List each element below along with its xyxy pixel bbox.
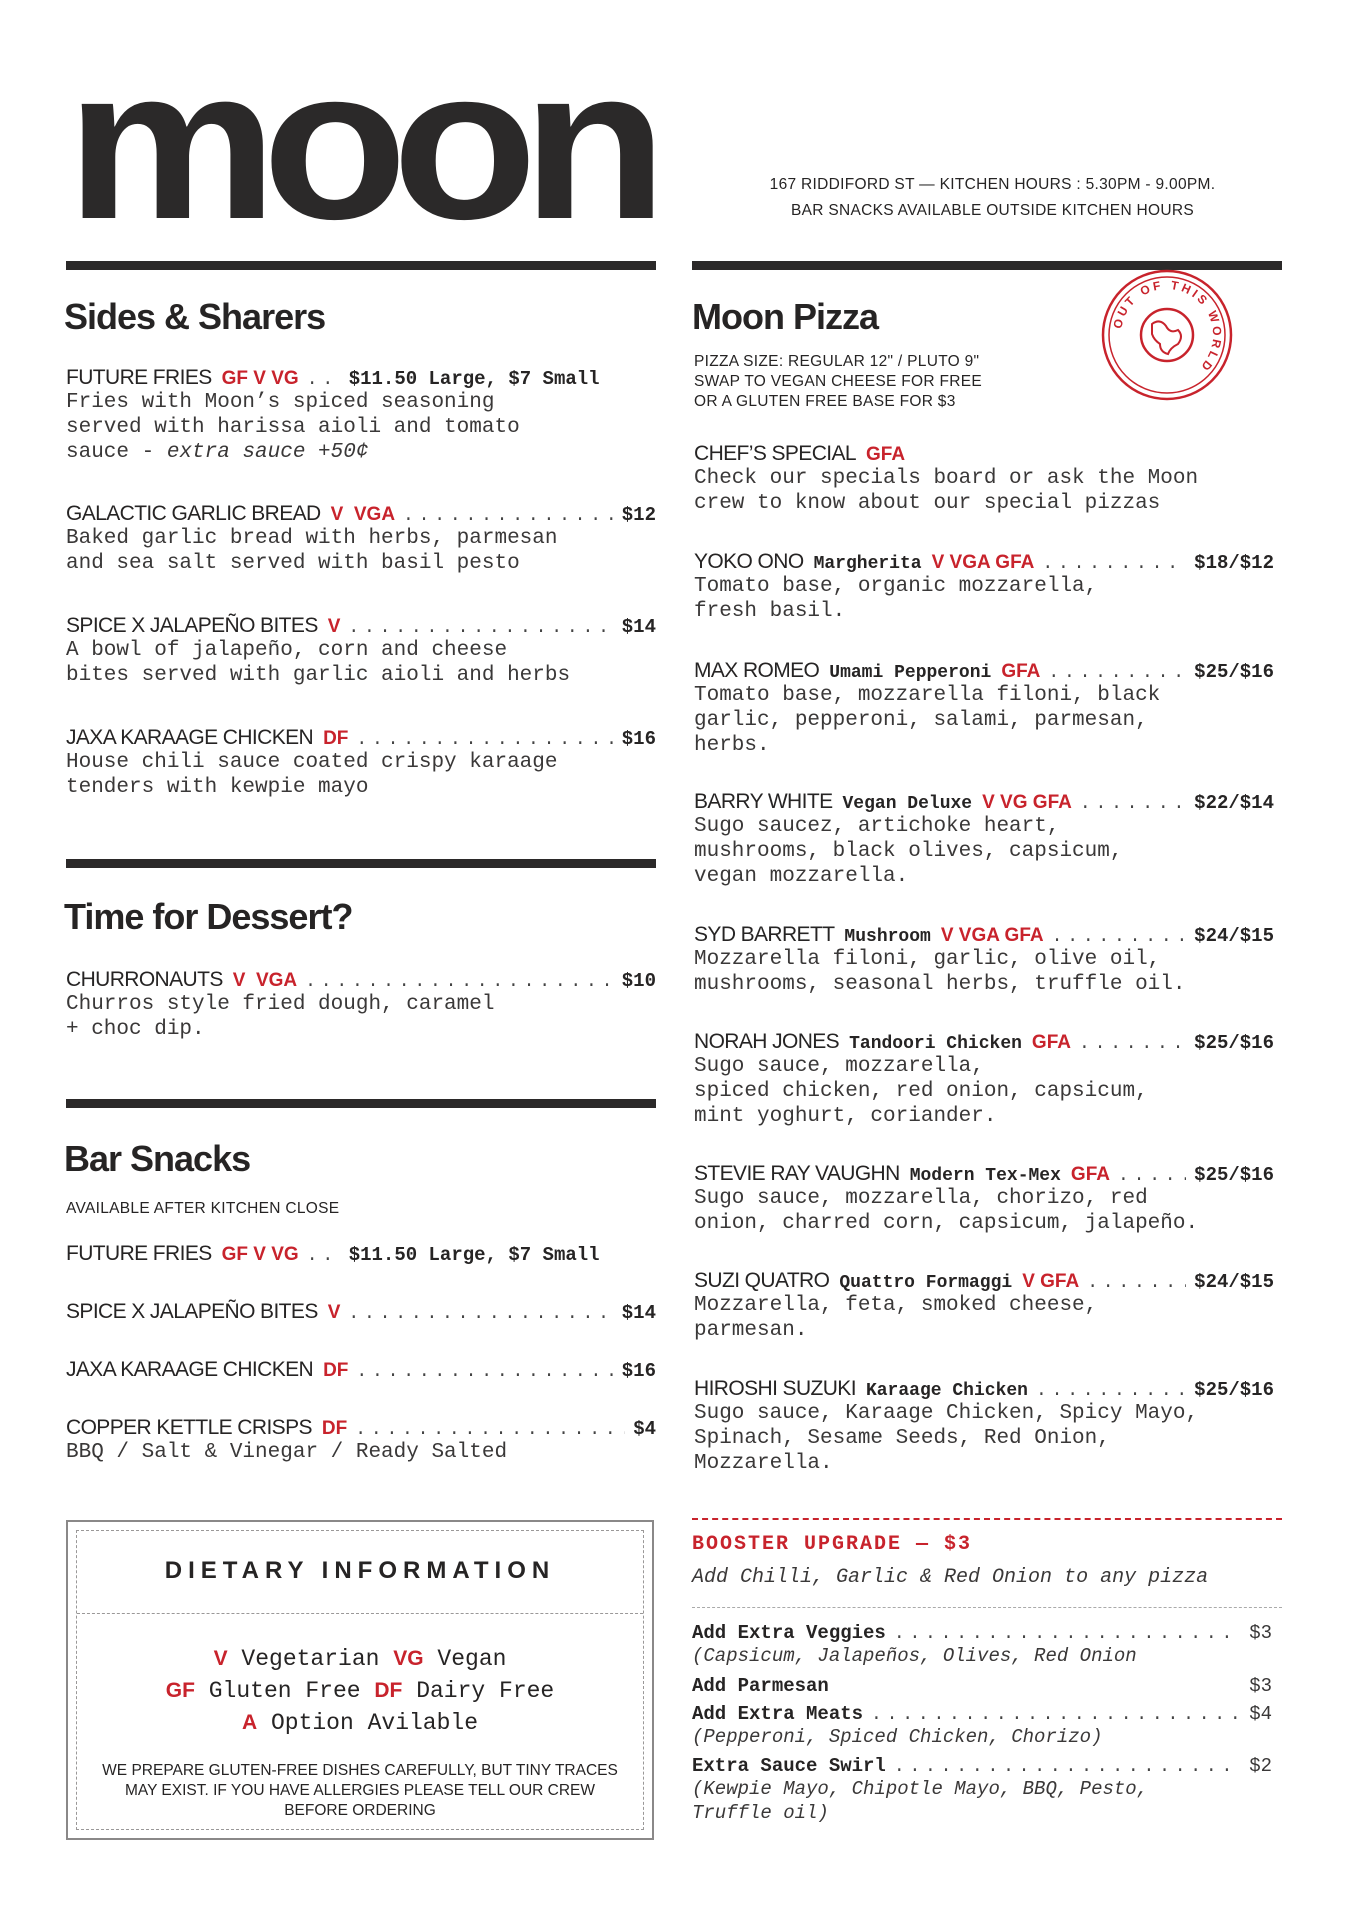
- item-price: $24/$15: [1194, 925, 1274, 947]
- extra-name: Extra Sauce Swirl: [692, 1755, 886, 1777]
- item-name: STEVIE RAY VAUGHN: [694, 1162, 900, 1185]
- diet-tags: V: [327, 616, 341, 637]
- booster-description: Add Chilli, Garlic & Red Onion to any pizza: [692, 1566, 1209, 1589]
- legend-row: GF Gluten Free DF Dairy Free: [165, 1678, 555, 1704]
- pizza-norah-jones: [694, 1030, 1274, 1129]
- pizza-variety: Modern Tex-Mex: [909, 1166, 1061, 1186]
- diet-tags: V VGA: [232, 970, 298, 991]
- pizza-info: PIZZA SIZE: REGULAR 12" / PLUTO 9" SWAP TO VEGAN CHEESE FOR FREE OR A GLUTEN FREE BASE FOR $3: [694, 353, 983, 410]
- svg-text:moon: moon: [66, 60, 654, 240]
- item-description: Mozzarella filoni, garlic, olive oil, mushrooms, seasonal herbs, truffle oil.: [694, 948, 1186, 996]
- extra-price: $2: [1249, 1755, 1272, 1777]
- item-price: $18/$12: [1194, 552, 1274, 574]
- diet-tags: V GFA: [1022, 1271, 1080, 1292]
- extra-options: (Capsicum, Jalapeños, Olives, Red Onion: [692, 1645, 1137, 1667]
- pizza-variety: Tandoori Chicken: [849, 1034, 1022, 1054]
- leader-dots: [348, 618, 613, 638]
- menu-item-future-fries: [66, 366, 656, 465]
- pizza-stevie-ray-vaughn: [694, 1162, 1274, 1236]
- menu-item-jalapeno-bites: [66, 614, 656, 688]
- pizza-hiroshi-suzuki: [694, 1377, 1274, 1476]
- booster-title: BOOSTER UPGRADE — $3: [692, 1533, 973, 1556]
- item-price: $25/$16: [1194, 1164, 1274, 1186]
- rule-dessert: [66, 859, 656, 868]
- item-price: $25/$16: [1194, 1379, 1274, 1401]
- rule-left-top: [66, 261, 656, 270]
- item-name: JAXA KARAAGE CHICKEN: [66, 1358, 314, 1381]
- item-description: Sugo sauce, mozzarella, spiced chicken, red onion, capsicum, mint yoghurt, coriander.: [694, 1055, 1148, 1128]
- address-info: [700, 172, 1285, 224]
- diet-tags: GF V VG: [221, 1244, 299, 1265]
- diet-tags: V VGA: [330, 504, 396, 525]
- extra-name: Add Parmesan: [692, 1675, 829, 1697]
- item-name: FUTURE FRIES: [66, 1242, 212, 1265]
- item-description: Tomato base, mozzarella filoni, black garlic, pepperoni, salami, parmesan, herbs.: [694, 684, 1161, 757]
- item-price: $12: [621, 504, 656, 526]
- item-name: JAXA KARAAGE CHICKEN: [66, 726, 314, 749]
- leader-dots: [307, 1246, 341, 1266]
- extra-meats: [692, 1703, 1272, 1749]
- item-name: COPPER KETTLE CRISPS: [66, 1416, 312, 1439]
- item-name: SUZI QUATRO: [694, 1269, 830, 1292]
- diet-tags: DF: [321, 1418, 348, 1439]
- leader-dots: [1036, 1381, 1186, 1401]
- item-price: $14: [621, 1302, 656, 1324]
- pizza-variety: Margherita: [813, 554, 922, 574]
- leader-dots: [1042, 554, 1186, 574]
- pizza-variety: Karaage Chicken: [865, 1381, 1028, 1401]
- leader-dots: [1080, 794, 1186, 814]
- leader-dots: [355, 1420, 625, 1440]
- item-name: MAX ROMEO: [694, 659, 820, 682]
- pizza-suzi-quatro: [694, 1269, 1274, 1343]
- item-name: SPICE X JALAPEÑO BITES: [66, 1300, 318, 1323]
- extra-price: $3: [1249, 1675, 1272, 1697]
- extra-options: (Pepperoni, Spiced Chicken, Chorizo): [692, 1726, 1103, 1748]
- item-name: CHEF’S SPECIAL: [694, 442, 856, 465]
- out-of-this-world-stamp-icon: [1100, 268, 1234, 402]
- bar-item-future-fries: [66, 1242, 656, 1266]
- diet-tags: GFA: [1070, 1164, 1110, 1185]
- item-description: Baked garlic bread with herbs, parmesan and sea salt served with basil pesto: [66, 527, 558, 575]
- item-name: SYD BARRETT: [694, 923, 835, 946]
- item-price: $4: [633, 1418, 656, 1440]
- rule-bar: [66, 1099, 656, 1108]
- sides-title: Sides & Sharers: [64, 296, 326, 337]
- diet-tags: V VG GFA: [982, 792, 1072, 813]
- item-name: YOKO ONO: [694, 550, 804, 573]
- dietary-legend: [77, 1643, 643, 1739]
- menu-item-churronauts: [66, 968, 656, 1042]
- allergy-note: WE PREPARE GLUTEN-FREE DISHES CAREFULLY, BUT TINY TRACES MAY EXIST. IF YOU HAVE ALLERGIES PLEASE TELL OUR CREW BEFORE ORDERING: [102, 1762, 618, 1819]
- item-description: Sugo saucez, artichoke heart, mushrooms, black olives, capsicum, vegan mozzarella.: [694, 815, 1123, 888]
- diet-tags: DF: [323, 1360, 349, 1381]
- item-name: CHURRONAUTS: [66, 968, 223, 991]
- item-price: $16: [621, 728, 656, 750]
- item-description: House chili sauce coated crispy karaage tenders with kewpie mayo: [66, 751, 558, 799]
- leader-dots: [1048, 663, 1186, 683]
- extra-parmesan: [692, 1675, 1272, 1697]
- dietary-divider: [77, 1613, 643, 1614]
- leader-dots: [403, 506, 614, 526]
- pizza-variety: Quattro Formaggi: [839, 1273, 1013, 1293]
- extra-veggies: [692, 1622, 1272, 1668]
- item-description: Check our specials board or ask the Moon crew to know about our special pizzas: [694, 467, 1199, 515]
- pizza-title: Moon Pizza: [692, 296, 878, 337]
- item-price: $22/$14: [1194, 792, 1274, 814]
- diet-tags: V: [327, 1302, 341, 1323]
- item-name: NORAH JONES: [694, 1030, 840, 1053]
- leader-dots: [356, 1362, 613, 1382]
- item-price: $25/$16: [1194, 661, 1274, 683]
- extra-price: $3: [1249, 1622, 1272, 1644]
- dietary-inner-frame: [76, 1530, 644, 1830]
- menu-item-garlic-bread: [66, 502, 656, 576]
- item-price: $16: [621, 1360, 656, 1382]
- diet-tags: V VGA GFA: [940, 925, 1044, 946]
- item-description: BBQ / Salt & Vinegar / Ready Salted: [66, 1441, 508, 1464]
- leader-dots: [356, 730, 613, 750]
- item-name: GALACTIC GARLIC BREAD: [66, 502, 321, 525]
- pizza-variety: Umami Pepperoni: [829, 663, 992, 683]
- item-description: Fries with Moon’s spiced seasoning served with harissa aioli and tomato sauce - extra sauce +50¢: [66, 391, 520, 464]
- pizza-chefs-special: [694, 442, 1274, 516]
- leader-dots: [871, 1705, 1241, 1725]
- menu-item-karaage-chicken: [66, 726, 656, 800]
- pizza-barry-white: [694, 790, 1274, 889]
- pizza-max-romeo: [694, 659, 1274, 758]
- item-description: Sugo sauce, mozzarella, chorizo, red onion, charred corn, capsicum, jalapeño.: [694, 1187, 1199, 1235]
- leader-dots: [1052, 927, 1187, 947]
- dessert-title: Time for Dessert?: [64, 896, 353, 937]
- bar-item-jalapeno-bites: [66, 1300, 656, 1324]
- item-name: FUTURE FRIES: [66, 366, 212, 389]
- booster-divider: [692, 1518, 1282, 1520]
- extra-price: $4: [1249, 1703, 1272, 1725]
- diet-tags: GFA: [1031, 1032, 1071, 1053]
- item-price: $10: [621, 970, 656, 992]
- pizza-variety: Vegan Deluxe: [842, 794, 973, 814]
- leader-dots: [894, 1757, 1241, 1777]
- leader-dots: [307, 370, 341, 390]
- leader-dots: [1079, 1034, 1186, 1054]
- item-price: $11.50 Large, $7 Small: [348, 1244, 600, 1266]
- bar-item-karaage-chicken: [66, 1358, 656, 1382]
- leader-dots: [1087, 1273, 1186, 1293]
- diet-tags: GFA: [865, 444, 906, 465]
- leader-dots: [305, 972, 614, 992]
- pizza-yoko-ono: [694, 550, 1274, 624]
- item-name: SPICE X JALAPEÑO BITES: [66, 614, 318, 637]
- diet-tags: GFA: [1001, 661, 1041, 682]
- leader-dots: [1118, 1166, 1186, 1186]
- bar-title: Bar Snacks: [64, 1138, 251, 1179]
- item-price: $25/$16: [1194, 1032, 1274, 1054]
- item-price: $14: [621, 616, 656, 638]
- item-price: $24/$15: [1194, 1271, 1274, 1293]
- dietary-title: DIETARY INFORMATION: [164, 1557, 556, 1584]
- extra-options: (Kewpie Mayo, Chipotle Mayo, BBQ, Pesto, Truffle oil): [692, 1778, 1149, 1824]
- extra-name: Add Extra Meats: [692, 1703, 864, 1725]
- leader-dots: [894, 1624, 1241, 1644]
- booster-separator: [692, 1607, 1282, 1608]
- item-price: $11.50 Large, $7 Small: [348, 368, 600, 390]
- diet-tags: GF V VG: [221, 368, 299, 389]
- bar-subtitle: AVAILABLE AFTER KITCHEN CLOSE: [66, 1200, 340, 1217]
- legend-row: A Option Avilable: [241, 1710, 479, 1736]
- moon-logo: [66, 60, 656, 240]
- svg-text:OUT OF THIS WORLD: OUT OF THIS WORLD: [1110, 277, 1225, 376]
- item-description: Mozzarella, feta, smoked cheese, parmesan.: [694, 1294, 1098, 1342]
- item-description: Sugo sauce, Karaage Chicken, Spicy Mayo, Spinach, Sesame Seeds, Red Onion, Mozzarella.: [694, 1402, 1199, 1475]
- item-description: Tomato base, organic mozzarella, fresh basil.: [694, 575, 1098, 623]
- item-description: Churros style fried dough, caramel + choc dip.: [66, 993, 495, 1041]
- bar-snacks-note: BAR SNACKS AVAILABLE OUTSIDE KITCHEN HOURS: [790, 202, 1195, 219]
- address-line: 167 RIDDIFORD ST — KITCHEN HOURS : 5.30PM - 9.00PM.: [769, 176, 1216, 193]
- item-name: BARRY WHITE: [694, 790, 833, 813]
- extra-sauce-swirl: [692, 1755, 1272, 1825]
- diet-tags: DF: [323, 728, 349, 749]
- extra-name: Add Extra Veggies: [692, 1622, 886, 1644]
- dietary-info-box: [66, 1520, 654, 1840]
- diet-tags: V VGA GFA: [931, 552, 1035, 573]
- item-name: HIROSHI SUZUKI: [694, 1377, 856, 1400]
- item-description: A bowl of jalapeño, corn and cheese bites served with garlic aioli and herbs: [66, 639, 571, 687]
- pizza-variety: Mushroom: [844, 927, 931, 947]
- pizza-syd-barrett: [694, 923, 1274, 997]
- legend-row: V Vegetarian VG Vegan: [213, 1646, 507, 1672]
- bar-item-crisps: [66, 1416, 656, 1465]
- leader-dots: [348, 1304, 613, 1324]
